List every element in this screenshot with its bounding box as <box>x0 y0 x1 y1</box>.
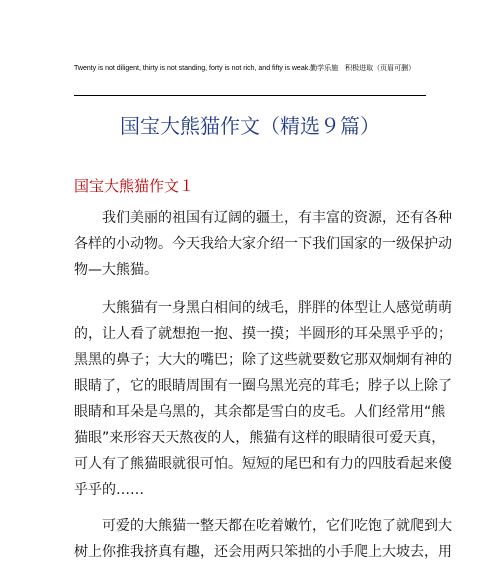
header-divider <box>74 95 426 96</box>
header-quote-cn: 勤学乐施 积极进取（页眉可删） <box>310 64 416 72</box>
document-title: 国宝大熊猫作文（精选９篇） <box>120 114 380 138</box>
paragraph-2 <box>74 295 452 503</box>
paragraph-line: 我们美丽的祖国有辽阔的疆土，有丰富的资源，还有各种 <box>74 210 452 226</box>
paragraph-line: 眼睛和耳朵是乌黑的，其余都是雪白的皮毛。人们经常用“熊 <box>74 404 446 420</box>
paragraph-line: 物—大熊猫。 <box>74 262 158 278</box>
paragraph-line: 猫眼”来形容天天熬夜的人，熊猫有这样的眼睛很可爱天真， <box>74 430 446 446</box>
paragraph-1 <box>74 205 452 283</box>
page-header <box>74 63 430 74</box>
paragraph-line: 眼睛了，它的眼睛周围有一圈乌黑光亮的茸毛；脖子以上除了 <box>74 378 452 394</box>
header-quote-en: Twenty is not diligent, thirty is not standing, forty is not rich, and fifty is weak. <box>74 65 311 72</box>
section-heading: 国宝大熊猫作文１ <box>74 177 195 195</box>
paragraph-line: 可爱的大熊猫一整天都在吃着嫩竹，它们吃饱了就爬到大 <box>74 518 452 534</box>
paragraph-3 <box>74 513 452 565</box>
paragraph-line: 树上你推我挤真有趣，还会用两只笨拙的小手爬上大坡去，用 <box>74 544 452 560</box>
paragraph-line: 大熊猫有一身黑白相间的绒毛，胖胖的体型让人感觉萌萌 <box>74 300 452 316</box>
paragraph-line: 的，让人看了就想抱一抱、摸一摸；半圆形的耳朵黑乎乎的； <box>74 326 452 342</box>
paragraph-line: 黑黑的鼻子；大大的嘴巴；除了这些就要数它那双炯炯有神的 <box>74 352 452 368</box>
paragraph-line: 可人有了熊猫眼就很可怕。短短的尾巴和有力的四肢看起来傻 <box>74 456 452 472</box>
paragraph-line: 各样的小动物。今天我给大家介绍一下我们国家的一级保护动 <box>74 236 452 252</box>
paragraph-line: 乎乎的…… <box>74 482 144 498</box>
